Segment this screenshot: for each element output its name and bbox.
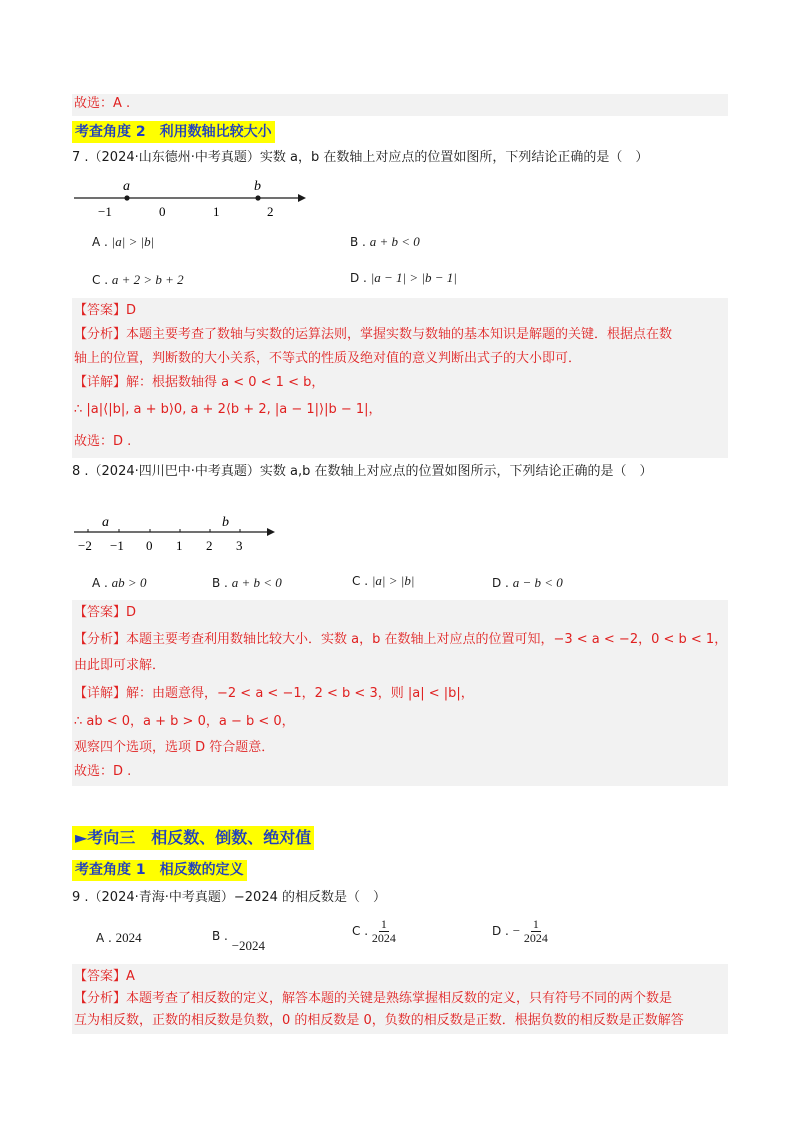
q7-option-c xyxy=(92,270,184,290)
q7-option-a xyxy=(92,232,154,252)
section-heading-angle-2: 考查角度 2 利用数轴比较大小 xyxy=(72,121,275,143)
option-letter: B . xyxy=(212,576,228,590)
minus-sign: − xyxy=(512,923,521,938)
q9-option-b xyxy=(212,926,266,953)
q8-tick-label: 3 xyxy=(236,538,243,553)
q9-analysis-line-1: 【分析】本题考查了相反数的定义，解答本题的关键是熟练掌握相反数的定义，只有符号不同的两个数是 xyxy=(74,991,673,1006)
q9-analysis-line-2: 互为相反数，正数的相反数是负数，0 的相反数是 0，负数的相反数是正数．根据负数的相反数是正数解答 xyxy=(74,1013,684,1028)
q8-detail-line-3: 观察四个选项，选项 D 符合题意． xyxy=(74,740,275,755)
q8-tick-label: −1 xyxy=(110,538,124,553)
top-answer-box xyxy=(72,94,728,116)
q8-axis-arrow xyxy=(267,528,275,536)
q8-stem: 8 .（2024·四川巴中·中考真题）实数 a,b 在数轴上对应点的位置如图所示，下列结论正确的是（ ） xyxy=(72,464,653,479)
q8-analysis-line-2: 由此即可求解． xyxy=(74,658,166,673)
q7-label-a: a xyxy=(123,179,130,194)
q8-label-b: b xyxy=(222,515,229,530)
q8-tick-label: 1 xyxy=(176,538,183,553)
q7-answer: 【答案】D xyxy=(74,303,137,318)
q8-number-line xyxy=(72,512,282,554)
q8-detail-line-1: 【详解】解：由题意得，−2 < a < −1，2 < b < 3，则 |a| < |b|， xyxy=(74,686,474,701)
fraction-numerator: 1 xyxy=(532,917,539,931)
option-letter: C . xyxy=(352,924,369,938)
option-expr: ab > 0 xyxy=(111,575,147,590)
q8-answer: 【答案】D xyxy=(74,605,137,620)
q7-tick-label: −1 xyxy=(98,204,112,218)
q7-detail-line-1: 【详解】解：根据数轴得 a < 0 < 1 < b， xyxy=(74,375,325,390)
option-letter: C . xyxy=(92,273,109,287)
option-expr: a + b < 0 xyxy=(231,575,282,590)
option-letter: D . xyxy=(492,924,509,938)
q7-stem: 7 .（2024·山东德州·中考真题）实数 a，b 在数轴上对应点的位置如图所，下列结论正确的是（ ） xyxy=(72,150,649,165)
q8-label-a: a xyxy=(102,515,109,530)
q7-label-b: b xyxy=(254,179,261,194)
fraction xyxy=(372,918,396,945)
q7-analysis-line-1: 【分析】本题主要考查了数轴与实数的运算法则，掌握实数与数轴的基本知识是解题的关键．根据点在数 xyxy=(74,327,673,342)
option-expr: −2024 xyxy=(231,938,266,953)
q8-option-a xyxy=(92,573,146,593)
fraction-denominator: 2024 xyxy=(371,931,396,945)
option-letter: A . xyxy=(96,931,112,945)
q7-tick-label: 1 xyxy=(213,204,220,218)
q8-option-d xyxy=(492,573,563,593)
option-expr: a + 2 > b + 2 xyxy=(111,272,184,287)
q7-analysis-line-2: 轴上的位置，判断数的大小关系，不等式的性质及绝对值的意义判断出式子的大小即可． xyxy=(74,351,582,366)
q9-option-a xyxy=(96,928,142,948)
q7-option-b xyxy=(350,232,420,252)
fraction-numerator: 1 xyxy=(380,917,387,931)
section-heading-angle-1: 考查角度 1 相反数的定义 xyxy=(72,860,247,881)
q7-tick-label: 0 xyxy=(159,204,166,218)
fraction-denominator: 2024 xyxy=(523,931,548,945)
q9-option-d xyxy=(492,918,548,945)
q7-solution-box xyxy=(72,298,728,458)
section-heading-3: ►考向三 相反数、倒数、绝对值 xyxy=(72,826,314,850)
fraction xyxy=(524,918,548,945)
q8-analysis-line-1: 【分析】本题主要考查利用数轴比较大小．实数 a，b 在数轴上对应点的位置可知，−3 < a < −2，0 < b < 1， xyxy=(74,632,728,647)
q7-point-a xyxy=(124,195,129,200)
q8-solution-box xyxy=(72,600,728,786)
q9-option-c xyxy=(352,918,396,945)
option-letter: A . xyxy=(92,235,108,249)
q7-number-line xyxy=(72,176,312,218)
top-answer-text: 故选：A . xyxy=(74,96,131,111)
option-letter: B . xyxy=(350,235,366,249)
q8-tick-label: −2 xyxy=(78,538,92,553)
q9-answer: 【答案】A xyxy=(74,969,135,984)
option-expr: a + b < 0 xyxy=(369,234,420,249)
q7-axis-arrow xyxy=(298,194,306,202)
q9-solution-box xyxy=(72,964,728,1034)
option-letter: D . xyxy=(350,271,367,285)
q7-detail-line-2: ∴ |a|⟨|b|, a + b⟩0, a + 2⟨b + 2, |a − 1|⟩|b − 1|， xyxy=(74,402,382,417)
option-expr: |a| > |b| xyxy=(371,573,415,588)
q8-option-b xyxy=(212,573,282,593)
option-expr: |a − 1| > |b − 1| xyxy=(370,270,457,285)
option-expr: a − b < 0 xyxy=(512,575,563,590)
option-letter: B . xyxy=(212,929,228,943)
q8-tick-label: 2 xyxy=(206,538,213,553)
q7-tick-label: 2 xyxy=(267,204,274,218)
q9-stem: 9 .（2024·青海·中考真题）−2024 的相反数是（ ） xyxy=(72,890,386,905)
q7-conclusion: 故选：D . xyxy=(74,434,132,449)
option-letter: C . xyxy=(352,574,369,588)
option-letter: D . xyxy=(492,576,509,590)
q8-detail-line-2: ∴ ab < 0，a + b > 0，a − b < 0， xyxy=(74,714,295,729)
q7-option-d xyxy=(350,268,457,288)
q8-conclusion: 故选：D . xyxy=(74,764,132,779)
q7-point-b xyxy=(255,195,260,200)
q8-tick-label: 0 xyxy=(146,538,153,553)
option-expr: 2024 xyxy=(115,930,142,945)
option-expr: |a| > |b| xyxy=(111,234,155,249)
q8-option-c xyxy=(352,571,414,591)
option-letter: A . xyxy=(92,576,108,590)
